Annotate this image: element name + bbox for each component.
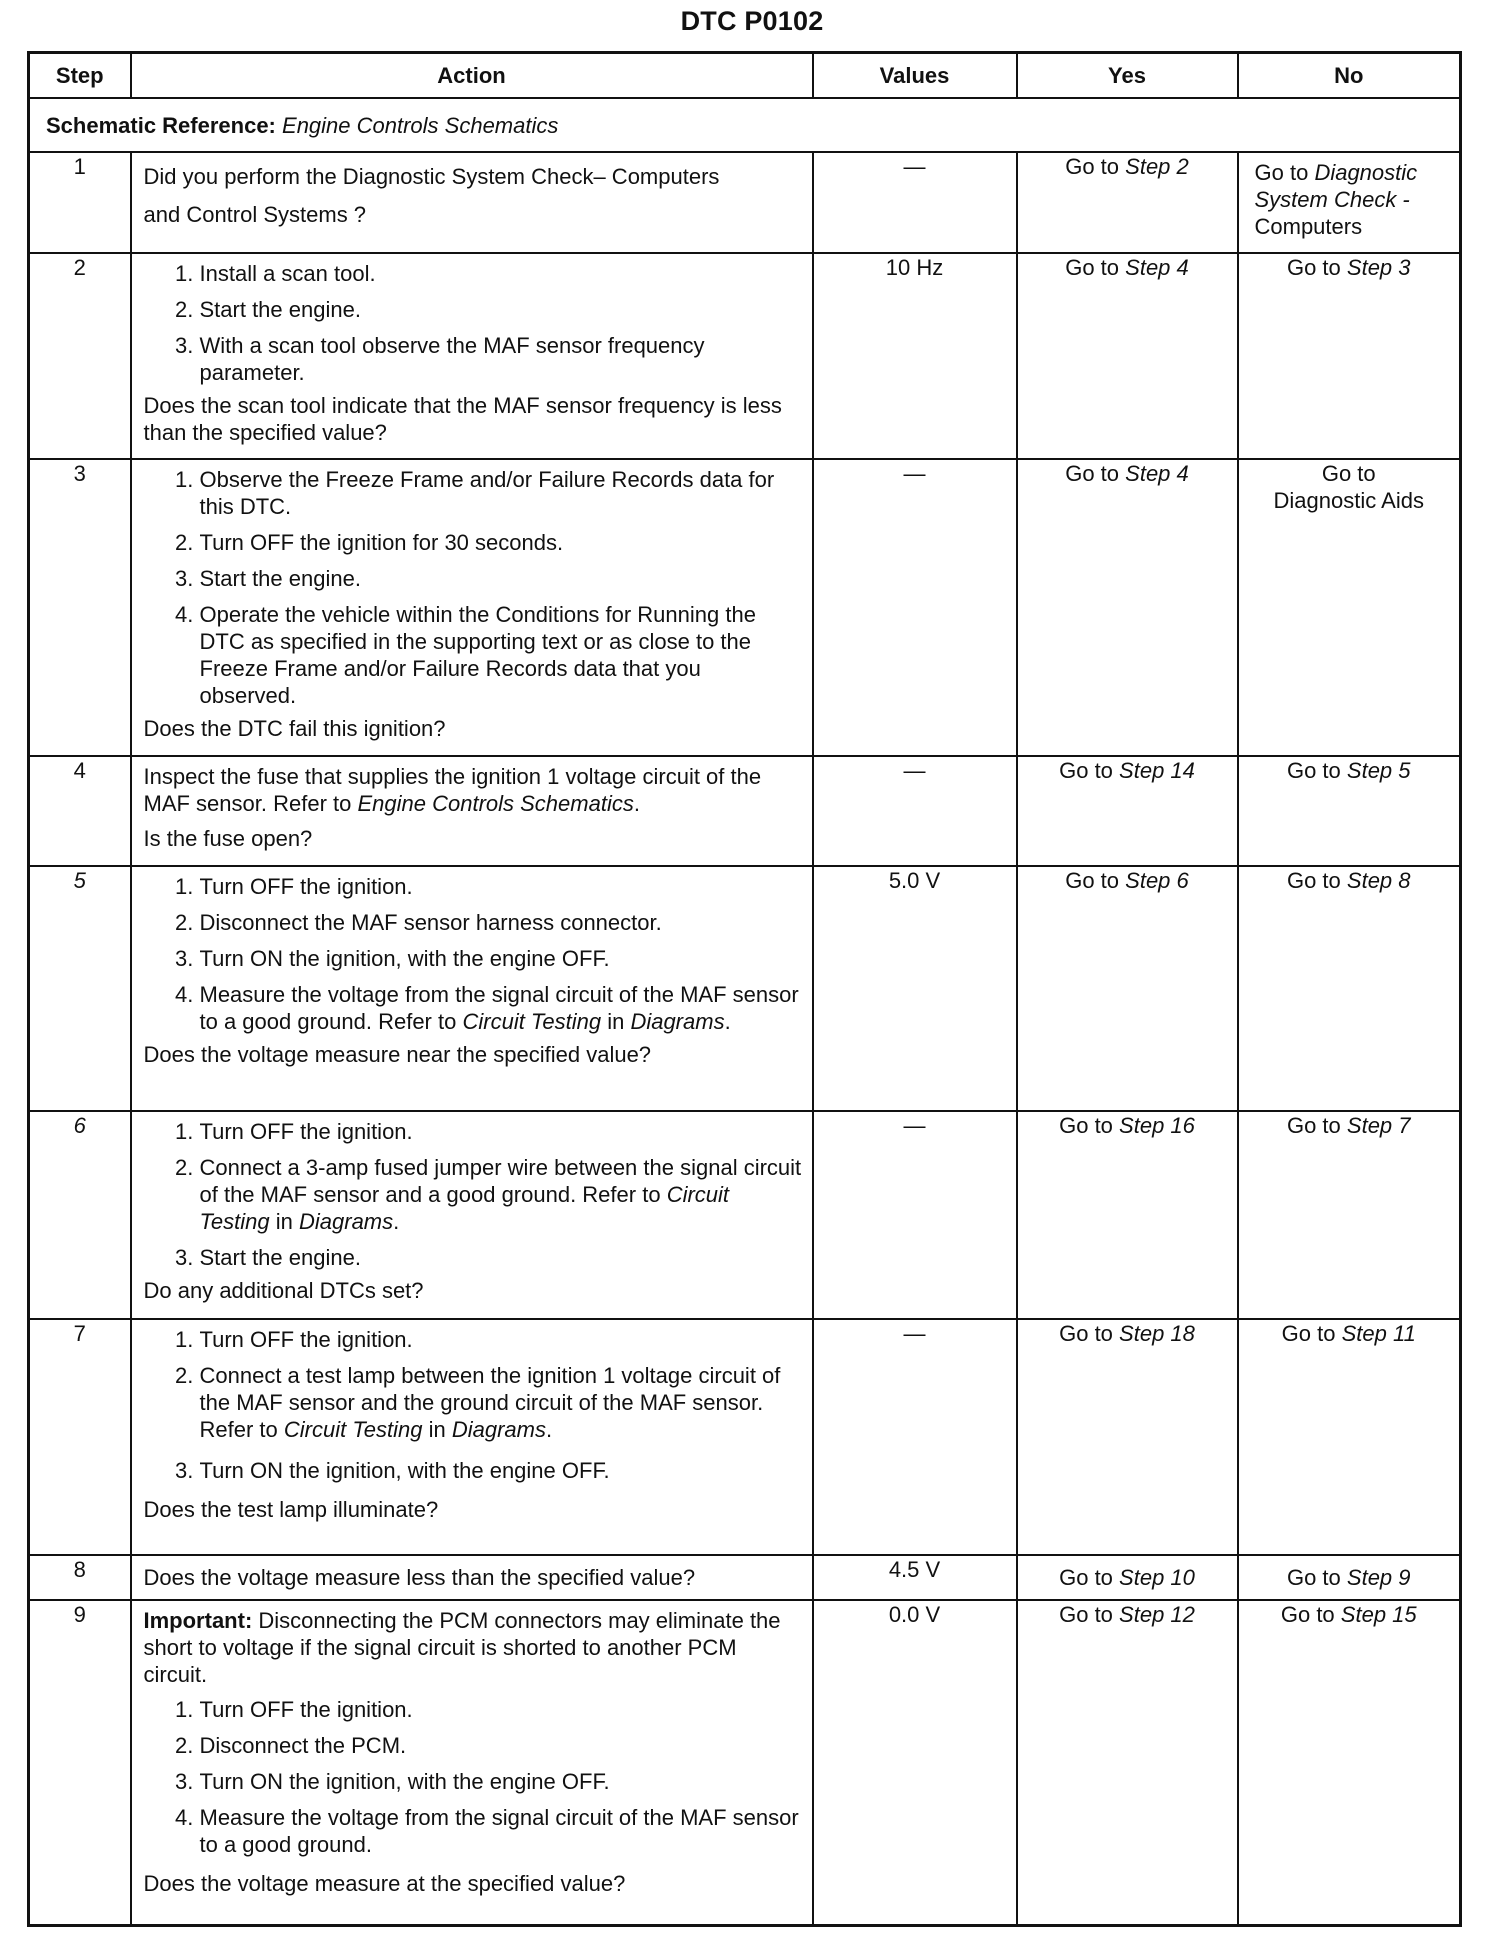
action-question: Does the voltage measure less than the specified value? xyxy=(143,1565,696,1590)
yes-cell xyxy=(1017,1600,1238,1925)
action-list xyxy=(144,260,802,386)
yes-cell xyxy=(1017,1319,1238,1555)
goto-step-link: Step 5 xyxy=(1346,758,1411,783)
value-cell: — xyxy=(813,459,1017,756)
schematic-link: Engine Controls Schematics xyxy=(282,112,559,138)
goto-step-link: Step 3 xyxy=(1346,255,1411,280)
list-item: 3. Turn ON the ignition, with the engine OFF. xyxy=(200,1457,802,1484)
action-cell xyxy=(131,866,813,1111)
list-item: 2. Disconnect the PCM. xyxy=(200,1732,802,1759)
table-header-row xyxy=(29,53,1461,99)
reference-link: Circuit Testing xyxy=(462,1009,602,1034)
step-number: 5 xyxy=(29,866,131,1111)
header-values: Values xyxy=(813,53,1017,99)
no-cell xyxy=(1238,1555,1461,1600)
goto-text: Go to xyxy=(1281,1321,1336,1346)
list-item: 2. Disconnect the MAF sensor harness connector. xyxy=(200,909,802,936)
list-item xyxy=(200,1154,802,1235)
goto-step-link: Step 7 xyxy=(1346,1113,1411,1138)
goto-text: Go to xyxy=(1065,154,1120,179)
table-row xyxy=(29,253,1461,459)
action-text: and Control Systems ? xyxy=(143,202,367,227)
action-question: Does the voltage measure near the specified value? xyxy=(143,1042,652,1067)
schematic-row xyxy=(29,98,1461,152)
yes-cell xyxy=(1017,866,1238,1111)
important-label: Important: xyxy=(143,1608,253,1633)
list-item: 3. With a scan tool observe the MAF sensor frequency parameter. xyxy=(200,332,802,386)
header-step: Step xyxy=(29,53,131,99)
list-item: 1. Turn OFF the ignition. xyxy=(200,1118,802,1145)
step-number: 7 xyxy=(29,1319,131,1555)
list-item: 1. Install a scan tool. xyxy=(200,260,802,287)
yes-cell xyxy=(1017,152,1238,253)
step-number: 4 xyxy=(29,756,131,866)
list-item: 3. Start the engine. xyxy=(200,1244,802,1271)
punctuation: . xyxy=(393,1209,400,1234)
list-item-text: Connect a test lamp between the ignition 1 voltage circuit of the MAF sensor and the ground circuit of the MAF sensor. Refer to xyxy=(199,1363,781,1442)
goto-text: Go to xyxy=(1321,461,1376,486)
goto-text: Go to xyxy=(1286,1565,1341,1590)
no-cell xyxy=(1238,459,1461,756)
step-number: 9 xyxy=(29,1600,131,1925)
document-title: DTC P0102 xyxy=(680,6,824,36)
goto-step-link: Step 18 xyxy=(1119,1321,1195,1346)
goto-text: Go to xyxy=(1280,1602,1335,1627)
punctuation: . xyxy=(724,1009,731,1034)
action-text-body: Inspect the fuse that supplies the ignition 1 voltage circuit of the MAF sensor. Refer to xyxy=(143,764,762,816)
list-item: 2. Start the engine. xyxy=(200,296,802,323)
yes-cell xyxy=(1017,756,1238,866)
action-question: Does the test lamp illuminate? xyxy=(143,1497,439,1522)
value-cell: — xyxy=(813,1111,1017,1319)
value-cell: 0.0 V xyxy=(813,1600,1017,1925)
goto-text: Go to xyxy=(1065,255,1120,280)
goto-text: Go to xyxy=(1254,160,1309,185)
goto-text: Go to xyxy=(1059,1602,1113,1627)
goto-step-link: Step 16 xyxy=(1119,1113,1195,1138)
diagnostic-table xyxy=(27,51,1462,1927)
list-item: 4. Measure the voltage from the signal circuit of the MAF sensor to a good ground. xyxy=(200,1804,802,1858)
action-text xyxy=(144,763,802,817)
no-cell xyxy=(1238,866,1461,1111)
list-item-text: in xyxy=(428,1417,446,1442)
important-text: Disconnecting the PCM connectors may eliminate the short to voltage if the signal circuit is shorted to another PCM circuit. xyxy=(143,1608,781,1687)
goto-text: Go to xyxy=(1065,461,1120,486)
list-item: 3. Turn ON the ignition, with the engine OFF. xyxy=(200,945,802,972)
reference-link: Circuit Testing xyxy=(283,1417,423,1442)
action-question: Does the voltage measure at the specified value? xyxy=(143,1871,626,1896)
table-row xyxy=(29,1319,1461,1555)
header-action: Action xyxy=(131,53,813,99)
yes-cell xyxy=(1017,1555,1238,1600)
table-row xyxy=(29,1600,1461,1925)
action-list xyxy=(144,1118,802,1271)
punctuation: . xyxy=(633,791,640,816)
action-cell xyxy=(131,756,813,866)
punctuation: . xyxy=(545,1417,553,1442)
action-cell xyxy=(131,459,813,756)
goto-text: Go to xyxy=(1286,758,1341,783)
action-cell xyxy=(131,253,813,459)
goto-step-link: Step 12 xyxy=(1119,1602,1195,1627)
goto-step-link: Step 15 xyxy=(1340,1602,1417,1627)
list-item: 1. Observe the Freeze Frame and/or Failure Records data for this DTC. xyxy=(200,466,802,520)
list-item: 1. Turn OFF the ignition. xyxy=(200,1696,802,1723)
action-question: Does the scan tool indicate that the MAF sensor frequency is less than the specified value? xyxy=(143,393,782,445)
action-list xyxy=(144,873,802,1035)
list-item: 3. Turn ON the ignition, with the engine OFF. xyxy=(200,1768,802,1795)
value-cell: 5.0 V xyxy=(813,866,1017,1111)
reference-link: Diagrams xyxy=(451,1417,546,1442)
action-cell xyxy=(131,1555,813,1600)
reference-link: Circuit Testing xyxy=(199,1182,730,1234)
step-number: 3 xyxy=(29,459,131,756)
step-number: 1 xyxy=(29,152,131,253)
yes-cell xyxy=(1017,459,1238,756)
table-row xyxy=(29,152,1461,253)
goto-step-link: Step 9 xyxy=(1346,1565,1411,1590)
value-cell: — xyxy=(813,1319,1017,1555)
goto-diagnostic-link: Diagnostic System Check - xyxy=(1254,160,1418,212)
list-item: 4. Operate the vehicle within the Conditions for Running the DTC as specified in the supporting text or as close to the Freeze Frame and/or Failure Records data that you observed. xyxy=(200,601,802,709)
goto-text: Go to xyxy=(1059,1565,1113,1590)
no-tail-text: Computers xyxy=(1254,214,1363,239)
no-cell xyxy=(1238,1319,1461,1555)
yes-cell xyxy=(1017,1111,1238,1319)
reference-link: Diagrams xyxy=(299,1209,394,1234)
action-list xyxy=(144,466,802,709)
action-list xyxy=(144,1696,802,1858)
goto-text: Go to xyxy=(1065,868,1120,893)
value-cell: — xyxy=(813,756,1017,866)
no-cell xyxy=(1238,756,1461,866)
action-question: Is the fuse open? xyxy=(143,826,313,851)
table-row xyxy=(29,866,1461,1111)
list-item: 1. Turn OFF the ignition. xyxy=(200,873,802,900)
table-row xyxy=(29,459,1461,756)
action-question: Does the DTC fail this ignition? xyxy=(143,716,446,741)
goto-step-link: Step 2 xyxy=(1125,154,1189,179)
goto-step-link: Step 11 xyxy=(1341,1321,1416,1346)
goto-step-link: Step 6 xyxy=(1125,868,1189,893)
step-number: 6 xyxy=(29,1111,131,1319)
important-note xyxy=(144,1607,802,1688)
action-cell xyxy=(131,1111,813,1319)
list-item: 3. Start the engine. xyxy=(200,565,802,592)
goto-text: Go to xyxy=(1286,868,1341,893)
value-cell: 10 Hz xyxy=(813,253,1017,459)
action-text: Did you perform the Diagnostic System Check– Computers xyxy=(143,164,720,189)
schematic-label: Schematic Reference: xyxy=(46,112,276,138)
reference-link: Engine Controls Schematics xyxy=(357,791,634,816)
list-item-text: in xyxy=(607,1009,625,1034)
yes-cell xyxy=(1017,253,1238,459)
list-item xyxy=(200,981,802,1035)
header-no: No xyxy=(1238,53,1461,99)
schematic-reference xyxy=(29,98,1461,152)
goto-text: Go to xyxy=(1059,1113,1113,1138)
no-cell xyxy=(1238,1111,1461,1319)
goto-text: Go to xyxy=(1059,758,1113,783)
list-item-text: Measure the voltage from the signal circuit of the MAF sensor to a good ground. Refer to xyxy=(199,982,799,1034)
value-cell: — xyxy=(813,152,1017,253)
goto-step-link: Step 8 xyxy=(1346,868,1411,893)
table-row xyxy=(29,756,1461,866)
list-item: 2. Turn OFF the ignition for 30 seconds. xyxy=(200,529,802,556)
goto-text: Go to xyxy=(1286,255,1341,280)
no-cell xyxy=(1238,152,1461,253)
goto-step-link: Step 10 xyxy=(1119,1565,1195,1590)
header-yes: Yes xyxy=(1017,53,1238,99)
goto-step-link: Step 4 xyxy=(1125,461,1189,486)
goto-step-link: Step 14 xyxy=(1119,758,1195,783)
action-list xyxy=(144,1326,802,1484)
table-row xyxy=(29,1555,1461,1600)
reference-link: Diagrams xyxy=(630,1009,725,1034)
list-item-text: Connect a 3-amp fused jumper wire between the signal circuit of the MAF sensor and a good ground. Refer to xyxy=(199,1155,802,1207)
no-cell xyxy=(1238,1600,1461,1925)
value-cell: 4.5 V xyxy=(813,1555,1017,1600)
goto-step-link: Step 4 xyxy=(1125,255,1189,280)
goto-text: Go to xyxy=(1059,1321,1113,1346)
action-cell xyxy=(131,1319,813,1555)
action-cell xyxy=(131,1600,813,1925)
step-number: 8 xyxy=(29,1555,131,1600)
no-cell xyxy=(1238,253,1461,459)
list-item-text: in xyxy=(275,1209,293,1234)
goto-diagnostic-aids: Diagnostic Aids xyxy=(1273,488,1424,513)
step-number: 2 xyxy=(29,253,131,459)
action-question: Do any additional DTCs set? xyxy=(143,1278,424,1303)
list-item: 1. Turn OFF the ignition. xyxy=(200,1326,802,1353)
goto-text: Go to xyxy=(1286,1113,1341,1138)
table-row xyxy=(29,1111,1461,1319)
action-cell xyxy=(131,152,813,253)
list-item xyxy=(200,1362,802,1443)
